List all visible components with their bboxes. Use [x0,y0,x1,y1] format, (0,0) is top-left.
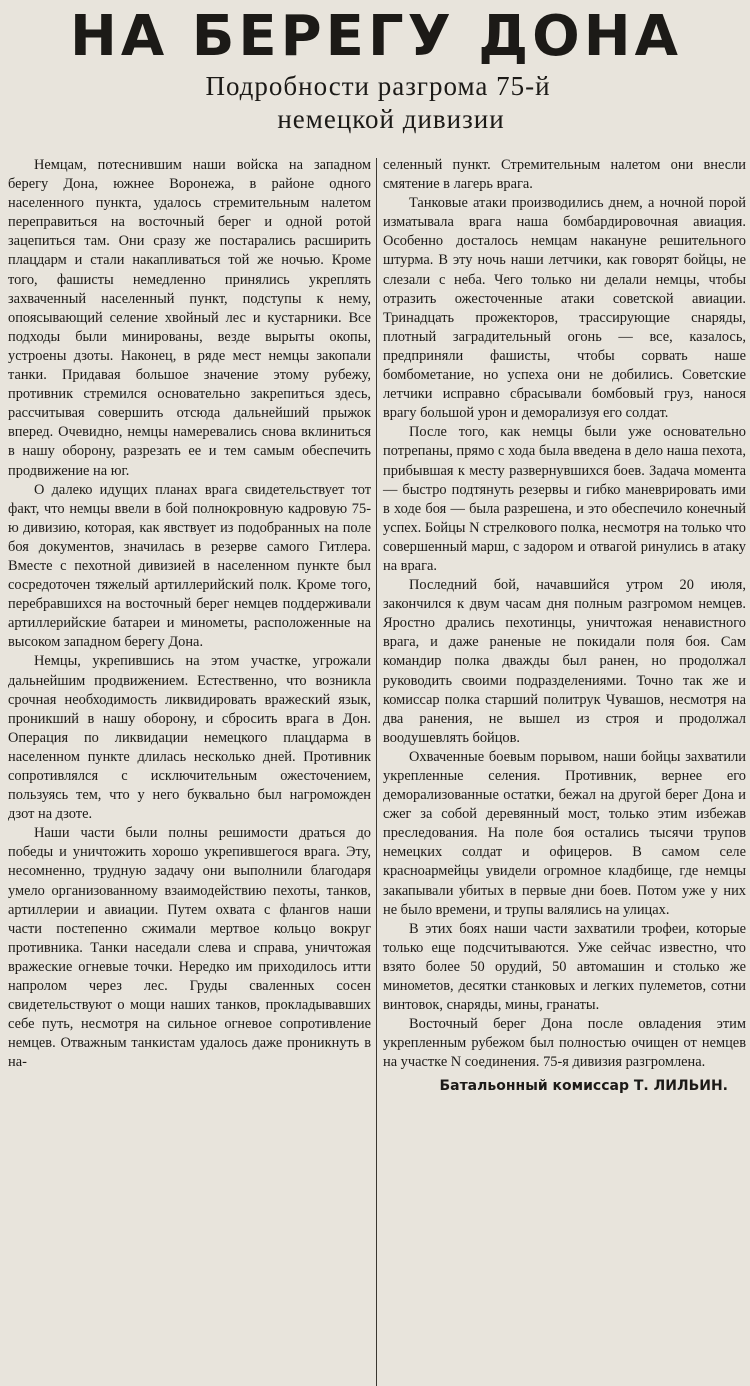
right-column [377,156,746,1386]
paragraph: О далеко идущих планах врага свидетельствует тот факт, что немцы ввели в бой полнокровную кадровую 75-ю дивизию, которая, как явствует из подобранных на поле боя документов, значилась в резерве самого Гитлера. Вместе с пехотной дивизией в населенном пункте был сосредоточен тяжелый артиллерийский полк. Кроме того, перебравшихся на восточный берег немцев поддерживали артиллерийские батареи и минометы, расположенные на высоком западном берегу Дона. [8,481,371,651]
paragraph: Последний бой, начавшийся утром 20 июля, закончился к двум часам дня полным разгромом немцев. Яростно дрались пехотинцы, уничтожая ненавистного врага, и даже раненые не покидали поля боя. Сам командир полка дважды был ранен, но продолжал руководить своими подразделениями. Точно так же и комиссар полка старший политрук Чувашов, несмотря на два ранения, не вышел из строя и продолжал воодушевлять бойцов. [383,577,746,746]
subheadline [8,70,744,136]
left-column [8,156,376,1386]
headline: НА БЕРЕГУ ДОНА [70,4,682,69]
author-signature: Батальонный комиссар Т. ЛИЛЬИН. [439,1077,728,1094]
paragraph: Танковые атаки производились днем, а ночной порой изматывала врага наша бомбардировочная авиация. Особенно досталось немцам накануне решительного штурма. В эту ночь наши летчики, как говорят бойцы, не слезали с неба. Чего только ни делали немцы, чтобы отразить ожесточенные атаки советской авиации. Тринадцать прожекторов, трассирующие снаряды, плотный заградительный огонь — все, казалось, предприняли фашисты, чтобы сорвать наше бомбометание, но успеха они не добились. Советские летчики исправно сбрасывали бомбовый груз, нанося врагу большой урон и деморализуя его солдат. [383,195,746,422]
subheadline-line-1: Подробности разгрома 75-й [205,71,551,101]
paragraph-continuation: селенный пункт. Стремительным налетом они внесли смятение в лагерь врага. [383,157,746,193]
article-columns [8,156,746,1386]
paragraph: Наши части были полны решимости драться до победы и уничтожить хорошо укрепившегося врага. Эту, несомненно, трудную задачу они выполнили благодаря умело организованному взаимодействию пехоты, танков, артиллерии и авиации. Путем охвата с флангов наши части постепенно сжимали мертвое кольцо вокруг противника. Танки наседали слева и справа, уничтожая вражеские огневые точки. Нередко им приходилось итти напролом через лес. Груды сваленных сосен свидетельствуют о мощи наших танков, прокладывавших себе путь, несмотря на сильное огневое сопротивление немцев. Отважным танкистам удалось даже проникнуть в на- [8,825,371,1071]
paragraph: Восточный берег Дона после овладения этим укрепленным рубежом был полностью очищен от немцев на участке N соединения. 75-я дивизия разгромлена. [383,1016,746,1071]
paragraph: Немцам, потеснившим наши войска на западном берегу Дона, южнее Воронежа, в районе одного населенного пункта, удалось стремительным налетом переправиться на восточный берег и одной ротой зацепиться там. Они сразу же постарались расширить плацдарм и стали накапливаться той же ночью. Кроме того, фашисты немедленно принялись укреплять захваченный населенный пункт, подступы к нему, опоясывающий селение хвойный лес и кустарники. Все подходы были минированы, везде вырыты окопы, устроены дзоты. Наконец, в ряде мест немцы закопали танки. Придавая большое значение этому рубежу, противник стремился основательно закрепиться здесь, рассчитывая совершить отсюда дальнейший прыжок вперед. Очевидно, немцы намеревались снова вклиниться в нашу оборону, разрезать ее и тем самым обеспечить продвижение на юг. [8,157,371,479]
paragraph: Охваченные боевым порывом, наши бойцы захватили укрепленные селения. Противник, вернее его деморализованные остатки, бежал на другой берег Дона и сжег за собой деревянный мост, только этим избежав преследования. На поле боя остались тысячи трупов немецких солдат и офицеров. В самом селе красноармейцы увидели огромное кладбище, где немцы закапывали убитых в первые дни боев. Потом уже у них не было времени, и трупы валялись на улицах. [383,748,746,918]
paragraph: В этих боях наши части захватили трофеи, которые только еще подсчитываются. Уже сейчас известно, что взято более 50 орудий, 50 автомашин и столько же минометов, десятки станковых и легких пулеметов, сотни винтовок, снаряды, мины, гранаты. [383,920,746,1014]
paragraph: Немцы, укрепившись на этом участке, угрожали дальнейшим продвижением. Естественно, что возникла срочная необходимость ликвидировать вражеский язык, проникший в нашу оборону, и сбросить врага в Дон. Операция по ликвидации немецкого плацдарма в населенном пункте длилась несколько дней. Противник сопротивлялся с исключительным ожесточением, пользуясь тем, что у него буквально был нагроможден дзот на дзоте. [8,653,371,823]
subheadline-line-2: немецкой дивизии [277,104,505,134]
paragraph: После того, как немцы были уже основательно потрепаны, прямо с хода была введена в дело наша пехота, прибывшая к месту развернувшихся боев. Задача момента — быстро подтянуть резервы и гибко маневрировать ими в ходе боя — была разрешена, и это обеспечило конечный успех. Бойцы N стрелкового полка, несмотря на только что совершенный марш, с задором и отвагой ринулись в атаку на врага. [383,424,746,574]
